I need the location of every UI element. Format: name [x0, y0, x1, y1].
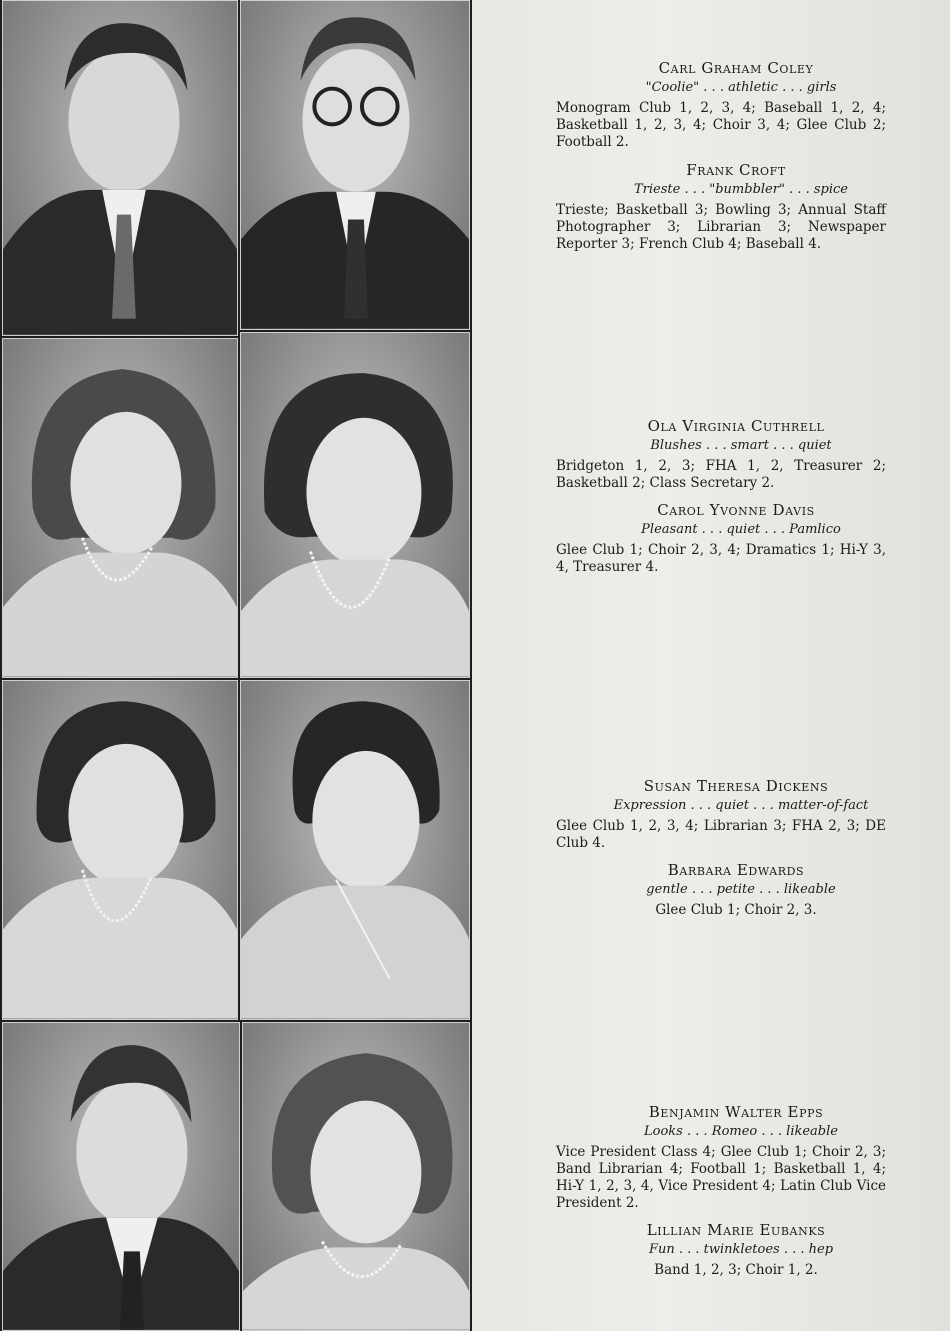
student-entry — [556, 60, 886, 161]
student-activities: Monogram Club 1, 2, 3, 4; Baseball 1, 2, 4; Basketball 1, 2, 3, 4; Choir 3, 4; Glee Club 2; Football 2. — [556, 100, 886, 150]
student-activities: Band 1, 2, 3; Choir 1, 2. — [654, 1262, 818, 1278]
portrait-photo-epps — [2, 1022, 240, 1331]
photo-strip — [0, 0, 472, 1331]
student-entry — [556, 1222, 886, 1289]
student-entry — [556, 1104, 886, 1222]
student-quote: Looks . . . Romeo . . . likeable — [644, 1124, 838, 1139]
student-quote: Trieste . . . "bumbbler" . . . spice — [634, 182, 848, 197]
student-entry — [556, 778, 886, 862]
student-quote: Blushes . . . smart . . . quiet — [650, 438, 832, 453]
student-activities: Trieste; Basketball 3; Bowling 3; Annual Staff Photographer 3; Librarian 3; Newspaper Reporter 3; French Club 4; Baseball 4. — [556, 202, 886, 252]
student-entry — [556, 418, 886, 502]
portrait-photo-cuthrell — [2, 338, 238, 678]
student-name: Susan Theresa Dickens — [643, 777, 829, 795]
student-quote: Pleasant . . . quiet . . . Pamlico — [641, 522, 841, 537]
portrait-photo-coley — [2, 0, 238, 336]
student-quote: "Coolie" . . . athletic . . . girls — [645, 80, 837, 95]
student-name: Barbara Edwards — [667, 861, 805, 879]
student-entry — [556, 162, 886, 263]
student-entry — [556, 862, 886, 929]
student-name: Frank Croft — [686, 161, 786, 179]
student-quote: gentle . . . petite . . . likeable — [646, 882, 836, 897]
portrait-photo-eubanks — [242, 1022, 470, 1331]
student-name: Carol Yvonne Davis — [657, 501, 815, 519]
student-quote: Fun . . . twinkletoes . . . hep — [648, 1242, 834, 1257]
student-name: Ola Virginia Cuthrell — [647, 417, 825, 435]
portrait-photo-dickens — [2, 680, 238, 1020]
student-entry — [556, 502, 886, 586]
student-quote: Expression . . . quiet . . . matter-of-fact — [613, 798, 869, 813]
portrait-photo-davis — [240, 332, 470, 678]
student-activities: Glee Club 1; Choir 2, 3, 4; Dramatics 1; Hi-Y 3, 4, Treasurer 4. — [556, 542, 886, 575]
student-name: Benjamin Walter Epps — [648, 1103, 824, 1121]
student-activities: Vice President Class 4; Glee Club 1; Choir 2, 3; Band Librarian 4; Football 1; Basketball 1, 4; Hi-Y 1, 2, 3, 4, Vice President 4; Latin Club Vice President 2. — [556, 1144, 886, 1211]
portrait-photo-croft — [240, 0, 470, 330]
student-activities: Glee Club 1; Choir 2, 3. — [655, 902, 817, 918]
portrait-photo-edwards — [240, 680, 470, 1020]
student-activities: Bridgeton 1, 2, 3; FHA 1, 2, Treasurer 2; Basketball 2; Class Secretary 2. — [556, 458, 886, 491]
student-activities: Glee Club 1, 2, 3, 4; Librarian 3; FHA 2, 3; DE Club 4. — [556, 818, 886, 851]
student-name: Carl Graham Coley — [658, 59, 814, 77]
student-name: Lillian Marie Eubanks — [646, 1221, 826, 1239]
